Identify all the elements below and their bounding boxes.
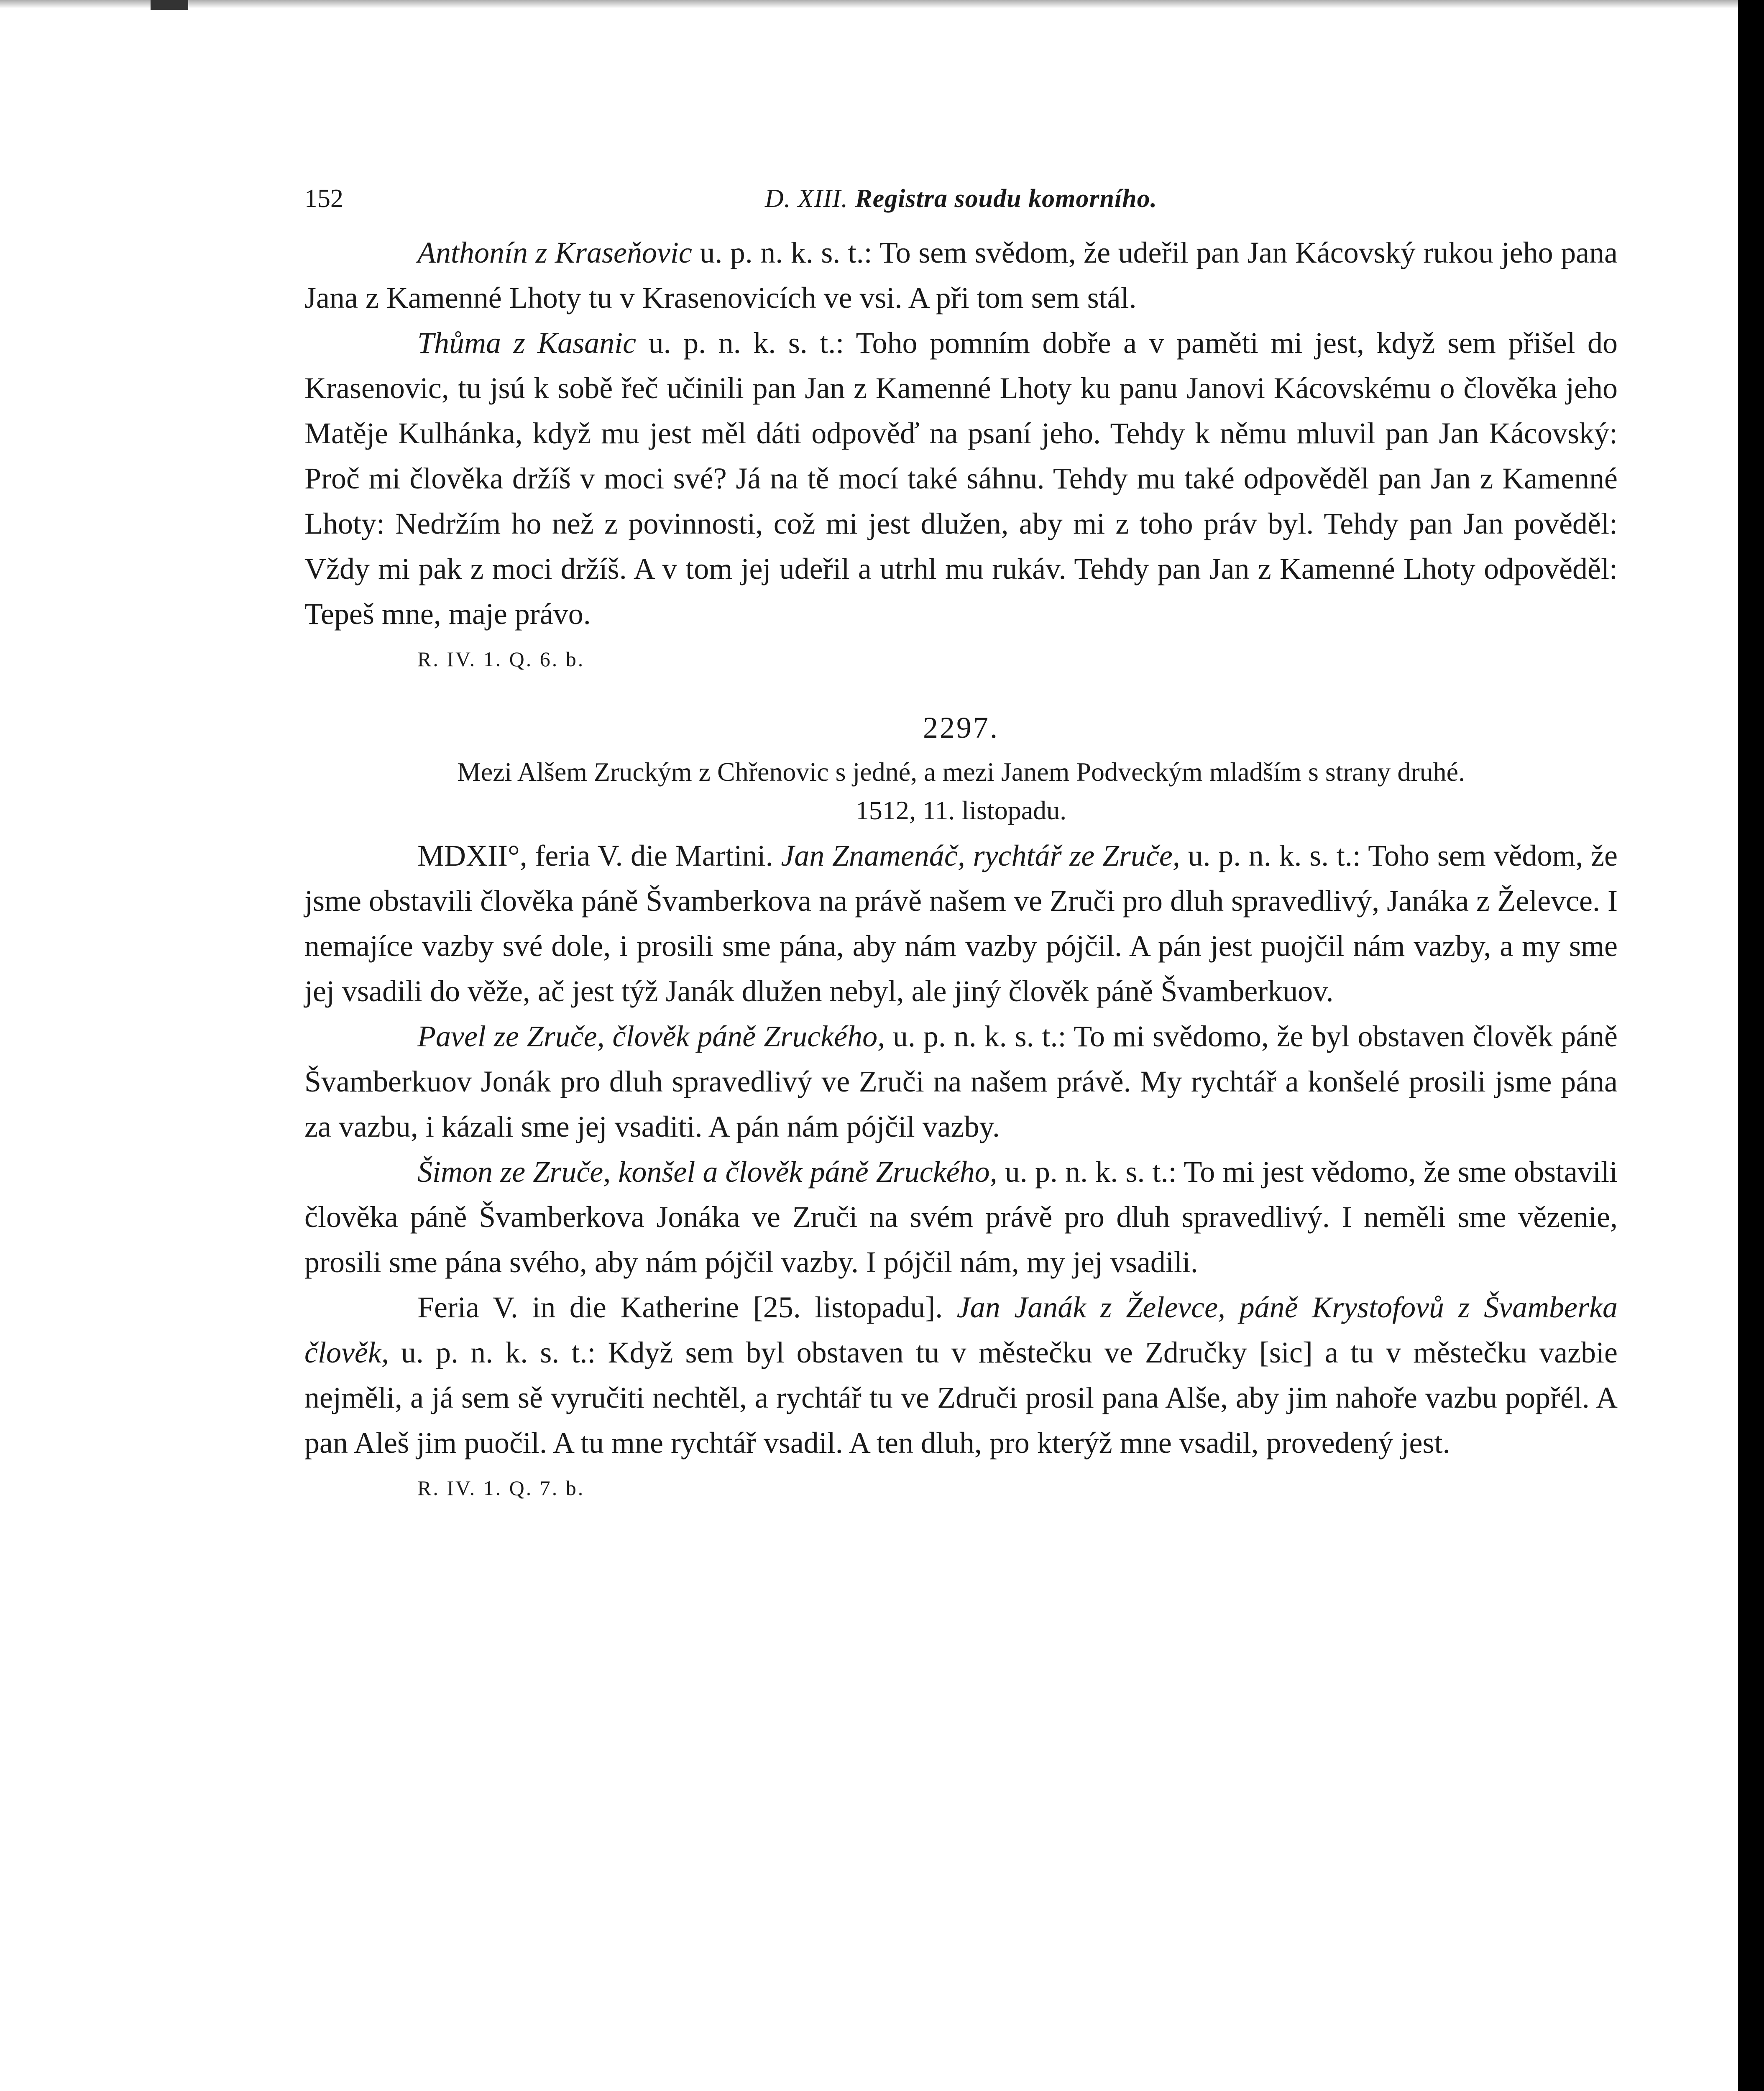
testimony-paragraph [304, 1285, 1618, 1465]
running-title-prefix: D. XIII. [764, 184, 855, 213]
testimony-text: u. p. n. k. s. t.: Když sem byl obstaven tu v městečku ve Zdručky [sic] a tu v městečku vazbie nejměli, a já sem sě vyručiti nechtěl, a rychtář tu ve Zdruči prosil pana Alše, aby jim nahoře vazbu popřél. A pan Aleš jim puočil. A tu mne rychtář vsadil. A ten dluh, pro kterýž mne vsadil, provedený jest. [304, 1336, 1618, 1460]
archive-signature: R. IV. 1. Q. 7. b. [417, 1476, 585, 1500]
running-title [304, 184, 1618, 214]
archive-signature: R. IV. 1. Q. 6. b. [417, 647, 585, 671]
scan-top-edge [0, 0, 1764, 8]
testimony-text: u. p. n. k. s. t.: To mi jest vědomo, že sme obstavili člověka páně Švamberkova Jonáka ve Zruči na svém právě pro dluh spravedlivý. I neměli sme vězenie, prosili sme pána svého, aby nám pójčil vazby. I pójčil nám, my jej vsadili. [304, 1155, 1618, 1279]
testimony-text: u. p. n. k. s. t.: Toho pomním dobře a v paměti mi jest, když sem přišel do Krasenovic, tu jsú k sobě řeč učinili pan Jan z Kamenné Lhoty ku panu Janovi Kácovskému o člověka jeho Matěje Kulhánka, když mu jest měl dáti odpověď na psaní jeho. Tehdy k němu mluvil pan Jan Kácovský: Proč mi člověka držíš v moci své? Já na tě mocí také sáhnu. Tehdy mu také odpověděl pan Jan z Kamenné Lhoty: Nedržím ho než z povinnosti, což mi jest dlužen, aby mi z toho práv byl. Tehdy pan Jan pověděl: Vždy mi pak z moci držíš. A v tom jej udeřil a utrhl mu rukáv. Tehdy pan Jan z Kamenné Lhoty odpověděl: Tepeš mne, maje právo. [304, 326, 1618, 631]
witness-name: Šimon ze Zruče, konšel a člověk páně Zruckého, [417, 1155, 997, 1189]
testimony-text: u. p. n. k. s. t.: To sem svědom, že udeřil pan Jan Kácovský rukou jeho pana Jana z Kamenné Lhoty tu v Krasenovicích ve vsi. A při tom sem stál. [304, 236, 1618, 314]
page-header [304, 184, 1618, 230]
testimony-paragraph [304, 833, 1618, 1014]
testimony-text: u. p. n. k. s. t.: To mi svědomo, že byl obstaven člověk páně Švamberkuov Jonák pro dluh spravedlivý ve Zruči na našem právě. My rychtář a konšelé prosili jsme pána za vazbu, i kázali sme jej vsaditi. A pán nám pójčil vazby. [304, 1020, 1618, 1143]
witness-name: Jan Znamenáč, rychtář ze Zruče, [781, 839, 1180, 872]
testimony-paragraph [304, 1149, 1618, 1285]
testimony-paragraph [304, 230, 1618, 320]
witness-name: Thůma z Kasanic [417, 326, 637, 360]
entry-number: 2297. [923, 711, 999, 744]
book-page [304, 184, 1618, 1511]
date-intro: MDXII°, feria V. die Martini. [417, 839, 781, 872]
testimony-paragraph [304, 320, 1618, 637]
witness-name: Pavel ze Zruče, člověk páně Zruckého, [417, 1020, 885, 1053]
witness-name: Jan Janák z Želevce, páně Krystofovů z Švamberka člověk, [304, 1291, 1618, 1369]
scan-top-mark [151, 0, 188, 10]
entry-date: 1512, 11. listopadu. [855, 795, 1067, 825]
running-title-main: Registra soudu komorního. [855, 184, 1158, 213]
testimony-text: u. p. n. k. s. t.: Toho sem vědom, že jsme obstavili člověka páně Švamberkova na právě našem ve Zruči pro dluh spravedlivý, Janáka z Želevce. I nemajíce vazby své dole, i prosili sme pána, aby nám vazby pójčil. A pán jest puojčil nám vazby, a my sme jej vsadili do věže, ač jest týž Janák dlužen nebyl, ale jiný člověk páně Švamberkuov. [304, 839, 1618, 1008]
scan-right-edge [1738, 0, 1764, 2091]
date-intro: Feria V. in die Katherine [25. listopadu]. [417, 1291, 957, 1324]
page-number: 152 [304, 184, 343, 213]
witness-name: Anthonín z Kraseňovic [417, 236, 692, 269]
entry-heading: Mezi Alšem Zruckým z Chřenovic s jedné, a mezi Janem Podveckým mladším s strany druhé. [457, 757, 1465, 787]
testimony-paragraph [304, 1014, 1618, 1149]
